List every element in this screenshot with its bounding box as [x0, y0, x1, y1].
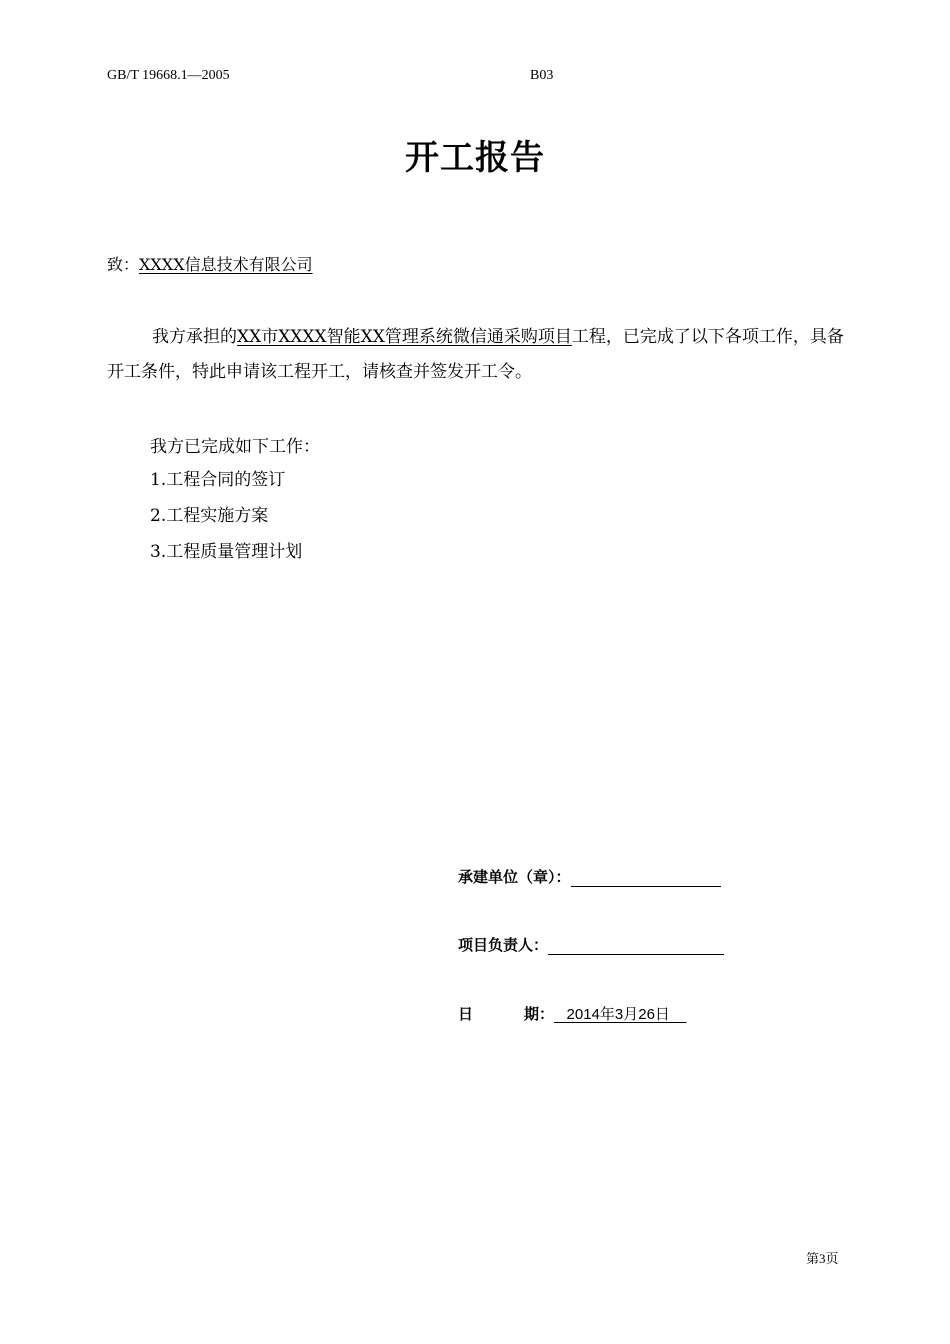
signature-date-row: [458, 1003, 687, 1024]
signature-manager-row: [458, 934, 724, 955]
list-item: 3.工程质量管理计划: [150, 542, 303, 562]
header-standard-number: GB/T 19668.1—2005: [107, 68, 230, 83]
manager-label: 项目负责人：: [458, 936, 549, 954]
completed-list: [150, 467, 302, 575]
header-form-code: B03: [530, 68, 554, 83]
paragraph-rest: 工程，已完成了以下各项工作，具备开工条件，特此申请该工程开工，请核查并签发开工令。: [107, 327, 844, 382]
date-label-first: 日: [458, 1005, 474, 1023]
unit-label: 承建单位（章）：: [458, 868, 571, 886]
project-name: XX市XXXX智能XX管理系统微信通采购项目: [237, 327, 572, 347]
list-item: 1.工程合同的签订: [150, 470, 286, 490]
page-number: 第3页: [806, 1251, 839, 1266]
date-label-second: 期：: [524, 1005, 555, 1023]
application-paragraph: [107, 320, 853, 390]
recipient-prefix: 致：: [107, 255, 140, 274]
page-title: 开工报告: [405, 138, 545, 178]
list-item: 2.工程实施方案: [150, 506, 269, 526]
recipient-line: [107, 252, 313, 275]
completed-heading: 我方已完成如下工作：: [150, 437, 320, 457]
unit-blank-line[interactable]: [571, 870, 721, 887]
manager-blank-line[interactable]: [548, 938, 724, 955]
date-value[interactable]: 2014年3月26日: [554, 1006, 687, 1023]
paragraph-lead: 我方承担的: [152, 327, 237, 347]
recipient-name: XXXX信息技术有限公司: [139, 255, 313, 274]
signature-unit-row: [458, 866, 721, 887]
